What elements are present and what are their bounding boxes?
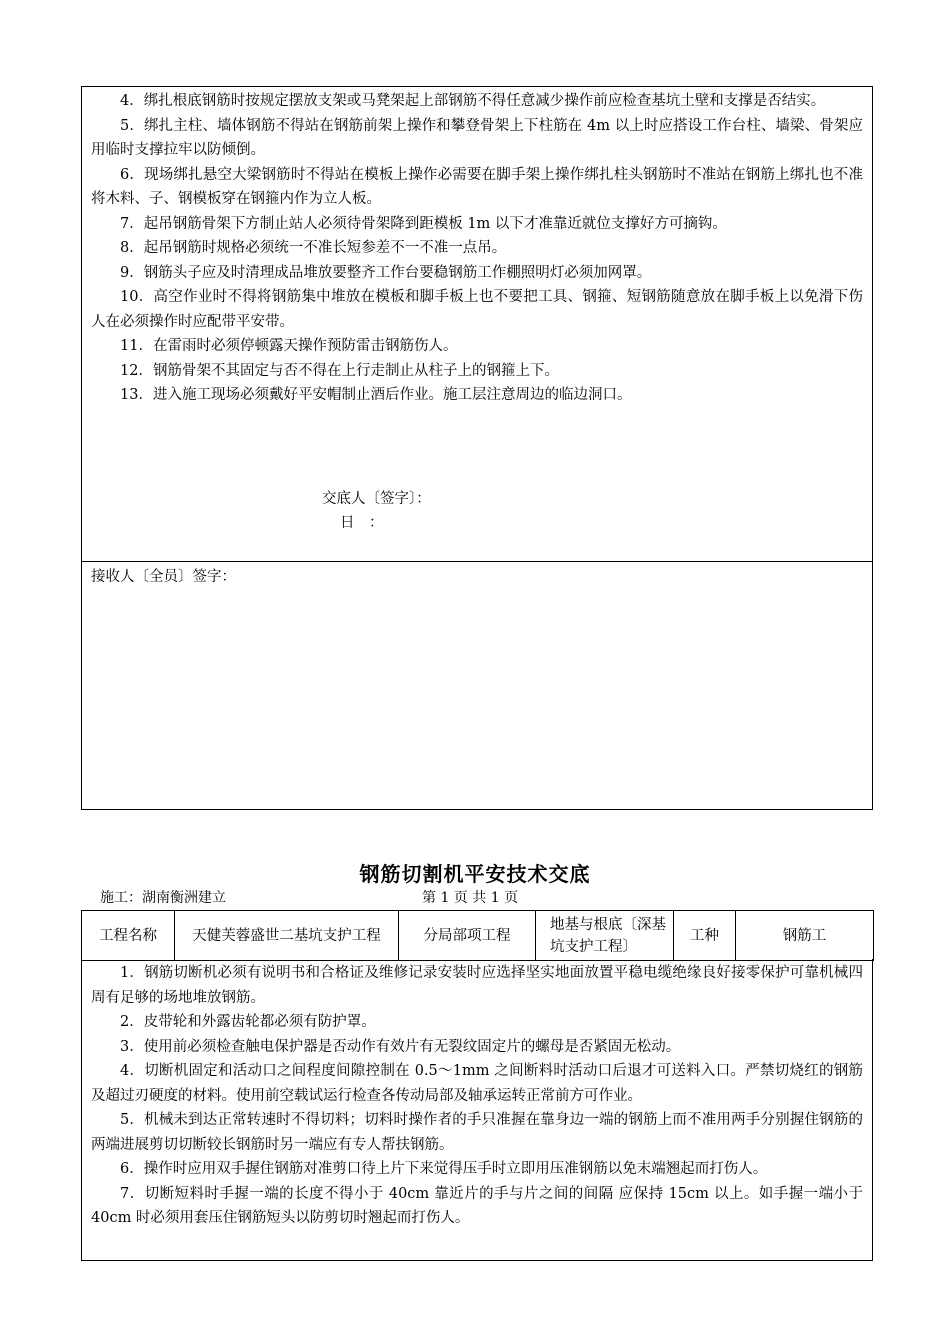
construction-company: 施工：湖南衡洲建立 [100,890,226,906]
note-paragraph: 2．皮带轮和外露齿轮都必须有防护罩。 [120,1014,376,1030]
division-value: 地基与根底〔深基坑支护工程〕 [536,911,674,961]
trade-value: 钢筋工 [736,911,874,961]
receiver-signature-label: 接收人〔全员〕签字： [91,569,236,585]
project-name-label: 工程名称 [82,911,175,961]
cutter-safety-notes-body [82,959,872,1231]
note-paragraph: 4．绑扎根底钢筋时按规定摆放支架或马凳架起上部钢筋不得任意减少操作前应检查基坑土壁和支撑是否结实。 [120,93,826,109]
briefer-signature-label: 交底人〔签字〕： [322,491,431,507]
receiver-signature-box [81,561,873,810]
sign-date-label: 日 ： [340,515,384,531]
page-number: 第 1 页 共 1 页 [422,890,519,906]
safety-notes-body [82,87,872,408]
note-paragraph: 5．机械未到达正常转速时不得切料；切料时操作者的手只准握在靠身边一端的钢筋上而不准用两手分别握住钢筋的两端进展剪切切断较长钢筋时另一端应有专人帮扶钢筋。 [91,1112,863,1153]
note-paragraph: 8．起吊钢筋时规格必须统一不准长短参差不一不准一点吊。 [120,240,507,256]
note-paragraph: 5．绑扎主柱、墙体钢筋不得站在钢筋前架上操作和攀登骨架上下柱筋在 4m 以上时应搭设工作台柱、墙梁、骨架应用临时支撑拉牢以防倾倒。 [91,117,863,158]
note-paragraph: 4．切断机固定和活动口之间程度间隙控制在 0.5～1mm 之间断料时活动口后退才可送料入口。严禁切烧红的钢筋及超过刃硬度的材料。使用前空载试运行检查各传动局部及轴承运转正常前方可作业。 [91,1063,863,1104]
note-paragraph: 6．现场绑扎悬空大梁钢筋时不得站在模板上操作必需要在脚手架上操作绑扎柱头钢筋时不准站在钢筋上绑扎也不准将木料、子、钢模板穿在钢箍内作为立人板。 [91,166,863,207]
note-paragraph: 13．进入施工现场必须戴好平安帽制止酒后作业。施工层注意周边的临边洞口。 [120,387,632,403]
note-paragraph: 9．钢筋头子应及时清理成品堆放要整齐工作台要稳钢筋工作棚照明灯必须加网罩。 [120,264,652,281]
note-paragraph: 6．操作时应用双手握住钢筋对准剪口待上片下来觉得压手时立即用压准钢筋以免末端翘起而打伤人。 [120,1161,768,1177]
note-paragraph: 12．钢筋骨架不其固定与否不得在上行走制止从柱子上的钢箍上下。 [120,362,559,379]
note-paragraph: 10．高空作业时不得将钢筋集中堆放在模板和脚手板上也不要把工具、钢箍、短钢筋随意放在脚手板上以免滑下伤人在必须操作时应配带平安带。 [91,289,863,330]
note-paragraph: 3．使用前必须检查触电保护器是否动作有效片有无裂纹固定片的螺母是否紧固无松动。 [120,1038,681,1055]
document-title: 钢筋切割机平安技术交底 [359,862,591,886]
note-paragraph: 1．钢筋切断机必须有说明书和合格证及维修记录安装时应选择坚实地面放置平稳电缆绝缘良好接零保护可靠机械四周有足够的场地堆放钢筋。 [91,965,863,1006]
trade-label: 工种 [674,911,736,961]
note-paragraph: 11．在雷雨时必须停顿露天操作预防雷击钢筋伤人。 [120,338,458,354]
division-label: 分局部项工程 [399,911,536,961]
note-paragraph: 7．切断短料时手握一端的长度不得小于 40cm 靠近片的手与片之间的间隔 应保持 15cm 以上。如手握一端小于 40cm 时必须用套压住钢筋短头以防剪切时翘起而打伤人。 [91,1185,863,1226]
project-name-value: 天健芙蓉盛世二基坑支护工程 [175,911,399,961]
note-paragraph: 7．起吊钢筋骨架下方制止站人必须待骨架降到距模板 1m 以下才准靠近就位支撑好方可摘钩。 [120,215,727,232]
cutter-safety-notes-box [81,959,873,1261]
safety-notes-box [81,86,873,561]
table-row [82,911,874,961]
project-info-table [81,910,874,961]
